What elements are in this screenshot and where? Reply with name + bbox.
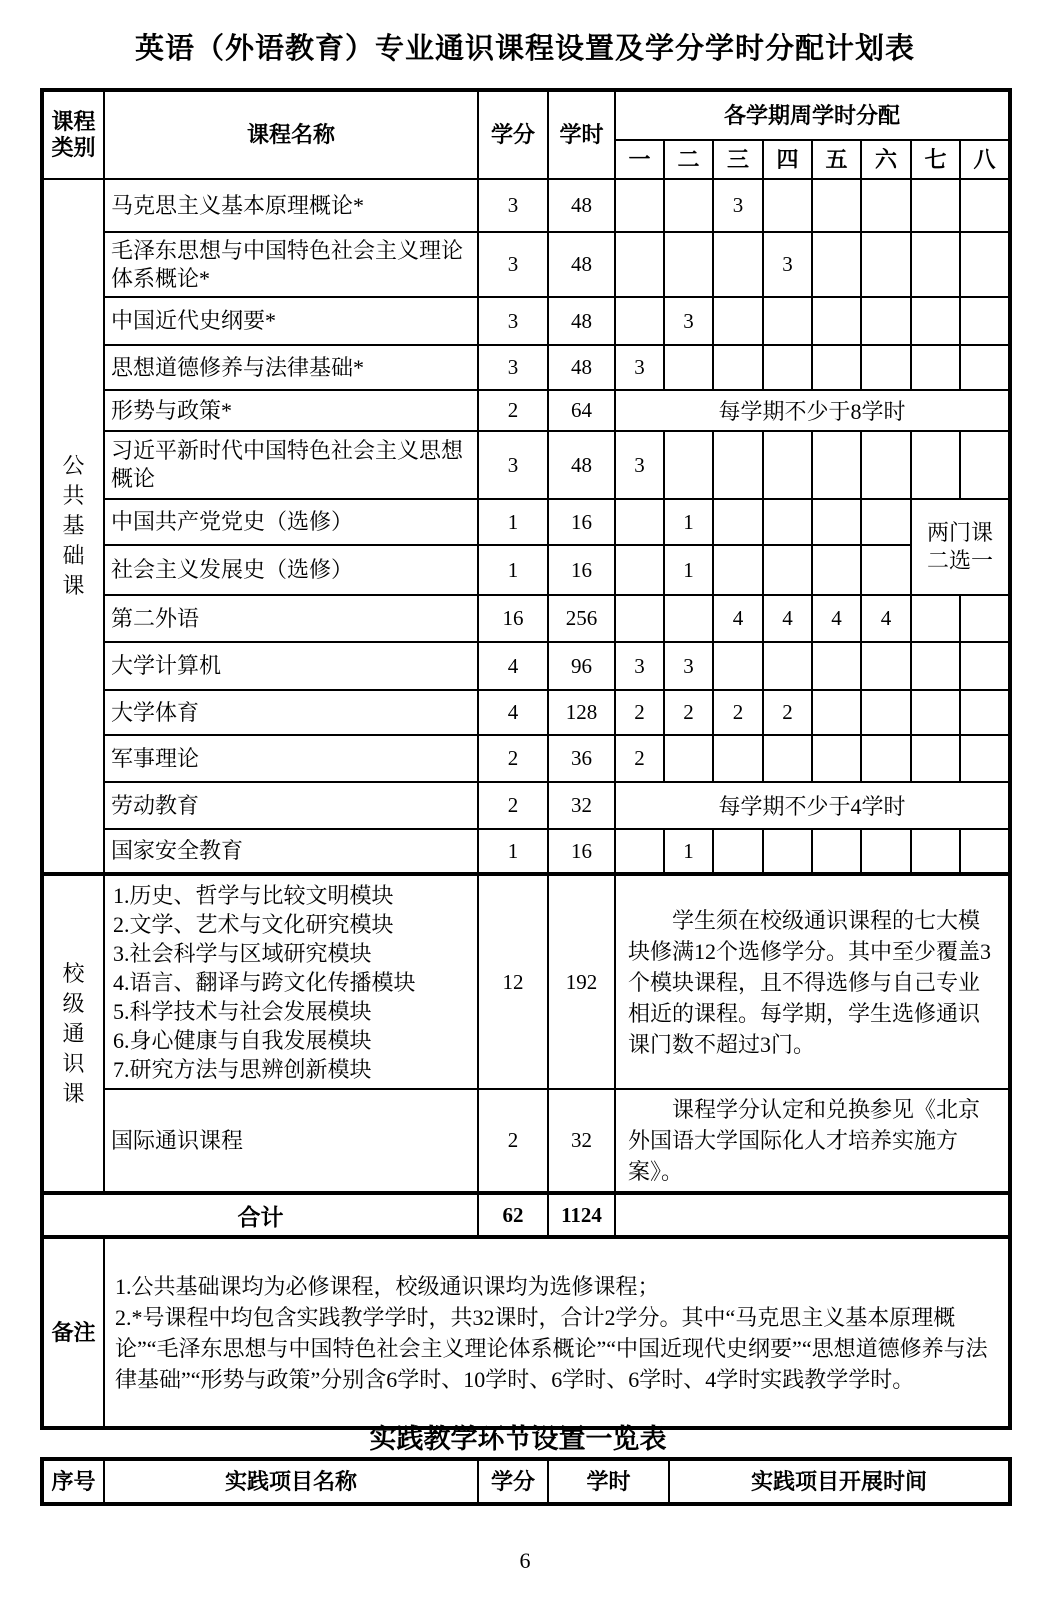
header-semester-3: 三 [713, 140, 763, 179]
sem-cell [911, 829, 960, 874]
sem-cell [960, 297, 1010, 345]
sem-cell [763, 179, 812, 232]
sem-cell [763, 431, 812, 499]
sem-cell [763, 297, 812, 345]
practice-table [40, 1457, 1012, 1506]
hours-cell: 48 [548, 179, 615, 232]
hours-cell: 32 [548, 782, 615, 829]
sem-cell: 4 [763, 595, 812, 642]
credits-cell: 3 [478, 431, 548, 499]
sem-cell [763, 345, 812, 390]
sem-cell: 3 [664, 642, 713, 690]
header-semester-8: 八 [960, 140, 1010, 179]
sem-cell [960, 595, 1010, 642]
sem-cell [615, 232, 664, 297]
course-name-cell: 形势与政策* [104, 390, 478, 431]
total-row [42, 1193, 1010, 1237]
header-course-name: 课程名称 [104, 90, 478, 179]
header-practice-time: 实践项目开展时间 [669, 1459, 1010, 1504]
practice-table-title: 实践教学环节设置一览表 [369, 1424, 667, 1454]
course-row [42, 297, 1010, 345]
sem-cell [911, 345, 960, 390]
course-name-cell: 社会主义发展史（选修） [104, 545, 478, 595]
sem-cell [763, 545, 812, 595]
sem-cell [911, 735, 960, 782]
hours-cell: 192 [548, 874, 615, 1089]
hours-cell: 128 [548, 690, 615, 735]
sem-cell [664, 595, 713, 642]
modules-list-cell: 1.历史、哲学与比较文明模块 2.文学、艺术与文化研究模块 3.社会科学与区域研究模块 4.语言、翻译与跨文化传播模块 5.科学技术与社会发展模块 6.身心健康与自我发展模块 7.研究方法与思辨创新模块 [104, 874, 478, 1089]
course-name-cell: 国家安全教育 [104, 829, 478, 874]
sem-cell [812, 179, 861, 232]
sem-cell [713, 545, 763, 595]
sem-cell [911, 431, 960, 499]
modules-note-cell: 学生须在校级通识课程的七大模块修满12个选修学分。其中至少覆盖3个模块课程，且不得选修与自己专业相近的课程。每学期，学生选修通识课门数不超过3门。 [615, 874, 1010, 1089]
header-semester-1: 一 [615, 140, 664, 179]
sem-cell [812, 232, 861, 297]
course-table [40, 88, 1012, 1430]
sem-cell [664, 431, 713, 499]
sem-cell [861, 431, 911, 499]
sem-cell [763, 735, 812, 782]
sem-cell [861, 499, 911, 545]
hours-cell: 32 [548, 1089, 615, 1193]
sem-cell: 3 [615, 431, 664, 499]
sem-cell: 3 [763, 232, 812, 297]
sem-cell [812, 545, 861, 595]
hours-cell: 96 [548, 642, 615, 690]
sem-cell [812, 345, 861, 390]
course-name-cell: 马克思主义基本原理概论* [104, 179, 478, 232]
header-category: 课程类别 [42, 90, 104, 179]
course-row [42, 390, 1010, 431]
course-row [42, 232, 1010, 297]
credits-cell: 2 [478, 390, 548, 431]
course-row [42, 1089, 1010, 1193]
course-row [42, 735, 1010, 782]
hours-cell: 64 [548, 390, 615, 431]
modules-row [42, 874, 1010, 1089]
semester-span-note: 每学期不少于8学时 [615, 390, 1010, 431]
sem-cell [812, 642, 861, 690]
sem-cell: 2 [615, 690, 664, 735]
sem-cell [960, 431, 1010, 499]
elective-choice-note: 两门课 二选一 [911, 499, 1010, 595]
sem-cell: 3 [615, 642, 664, 690]
sem-cell [615, 829, 664, 874]
practice-header-row [42, 1459, 1010, 1504]
course-row [42, 642, 1010, 690]
sem-cell [861, 297, 911, 345]
course-name-cell: 第二外语 [104, 595, 478, 642]
hours-cell: 36 [548, 735, 615, 782]
header-hours: 学时 [548, 90, 615, 179]
course-name-cell: 国际通识课程 [104, 1089, 478, 1193]
course-name-cell: 劳动教育 [104, 782, 478, 829]
credits-cell: 4 [478, 642, 548, 690]
sem-cell [664, 232, 713, 297]
sem-cell [911, 642, 960, 690]
sem-cell: 3 [615, 345, 664, 390]
semester-span-note: 每学期不少于4学时 [615, 782, 1010, 829]
course-row [42, 499, 1010, 545]
sem-cell: 4 [812, 595, 861, 642]
credits-cell: 1 [478, 829, 548, 874]
credits-cell: 4 [478, 690, 548, 735]
course-name-cell: 习近平新时代中国特色社会主义思想概论 [104, 431, 478, 499]
credits-cell: 2 [478, 735, 548, 782]
sem-cell [960, 232, 1010, 297]
sem-cell: 1 [664, 829, 713, 874]
hours-cell: 48 [548, 232, 615, 297]
hours-cell: 48 [548, 431, 615, 499]
remarks-text: 1.公共基础课均为必修课程，校级通识课均为选修课程； 2.*号课程中均包含实践教学学时，共32课时，合计2学分。其中“马克思主义基本原理概论”“毛泽东思想与中国特色社会主义理论体系概论”“中国近现代史纲要”“思想道德修养与法律基础”“形势与政策”分别含6学时、10学时、6学时、6学时、4学时实践教学学时。 [104, 1237, 1010, 1428]
header-semester-7: 七 [911, 140, 960, 179]
course-name-cell: 中国近代史纲要* [104, 297, 478, 345]
sem-cell [615, 499, 664, 545]
course-name-cell: 大学计算机 [104, 642, 478, 690]
course-row [42, 829, 1010, 874]
credits-cell: 12 [478, 874, 548, 1089]
sem-cell [713, 642, 763, 690]
sem-cell: 4 [861, 595, 911, 642]
sem-cell [911, 595, 960, 642]
credits-cell: 1 [478, 545, 548, 595]
header-credits: 学分 [478, 90, 548, 179]
sem-cell [960, 642, 1010, 690]
total-hours: 1124 [548, 1193, 615, 1237]
header-practice-credits: 学分 [478, 1459, 548, 1504]
sem-cell [812, 499, 861, 545]
sem-cell [615, 297, 664, 345]
sem-cell [911, 690, 960, 735]
course-row [42, 782, 1010, 829]
sem-cell: 4 [713, 595, 763, 642]
sem-cell [763, 642, 812, 690]
section-label-public-basic: 公共基础课 [42, 179, 104, 874]
hours-cell: 48 [548, 297, 615, 345]
header-semester-6: 六 [861, 140, 911, 179]
sem-cell [861, 545, 911, 595]
total-credits: 62 [478, 1193, 548, 1237]
sem-cell [960, 690, 1010, 735]
remarks-row [42, 1237, 1010, 1428]
sem-cell [713, 499, 763, 545]
sem-cell [812, 735, 861, 782]
course-row [42, 431, 1010, 499]
sem-cell [664, 345, 713, 390]
header-row-1 [42, 90, 1010, 140]
sem-cell: 1 [664, 499, 713, 545]
hours-cell: 256 [548, 595, 615, 642]
sem-cell: 3 [713, 179, 763, 232]
sem-cell [713, 297, 763, 345]
sem-cell [861, 345, 911, 390]
sem-cell [911, 297, 960, 345]
sem-cell [812, 829, 861, 874]
sem-cell [960, 735, 1010, 782]
sem-cell [861, 179, 911, 232]
sem-cell [861, 735, 911, 782]
sem-cell [615, 595, 664, 642]
course-row [42, 345, 1010, 390]
credits-cell: 16 [478, 595, 548, 642]
total-empty-cell [615, 1193, 1010, 1237]
sem-cell [713, 829, 763, 874]
header-semester-allocation: 各学期周学时分配 [615, 90, 1010, 140]
sem-cell: 2 [664, 690, 713, 735]
sem-cell [911, 232, 960, 297]
course-name-cell: 军事理论 [104, 735, 478, 782]
sem-cell [960, 829, 1010, 874]
page-number: 6 [519, 1548, 531, 1573]
sem-cell [812, 297, 861, 345]
hours-cell: 16 [548, 545, 615, 595]
sem-cell [861, 829, 911, 874]
hours-cell: 16 [548, 829, 615, 874]
credits-cell: 1 [478, 499, 548, 545]
sem-cell [615, 545, 664, 595]
sem-cell: 3 [664, 297, 713, 345]
section-label-general-ed: 校级通识课 [42, 874, 104, 1193]
credits-cell: 2 [478, 782, 548, 829]
sem-cell: 2 [615, 735, 664, 782]
sem-cell [960, 345, 1010, 390]
credits-cell: 3 [478, 345, 548, 390]
header-practice-hours: 学时 [548, 1459, 669, 1504]
page-title: 英语（外语教育）专业通识课程设置及学分学时分配计划表 [134, 33, 915, 65]
course-row [42, 545, 1010, 595]
sem-cell [713, 232, 763, 297]
sem-cell [812, 431, 861, 499]
sem-cell [713, 345, 763, 390]
course-name-cell: 中国共产党党史（选修） [104, 499, 478, 545]
header-seq: 序号 [42, 1459, 104, 1504]
sem-cell [763, 829, 812, 874]
sem-cell [861, 232, 911, 297]
sem-cell [713, 735, 763, 782]
sem-cell [861, 690, 911, 735]
hours-cell: 16 [548, 499, 615, 545]
header-semester-4: 四 [763, 140, 812, 179]
sem-cell [861, 642, 911, 690]
course-row [42, 179, 1010, 232]
credits-cell: 2 [478, 1089, 548, 1193]
sem-cell [713, 431, 763, 499]
sem-cell [763, 499, 812, 545]
sem-cell: 2 [763, 690, 812, 735]
course-name-cell: 大学体育 [104, 690, 478, 735]
sem-cell [615, 179, 664, 232]
total-label: 合计 [42, 1193, 478, 1237]
remarks-label: 备注 [42, 1237, 104, 1428]
sem-cell [664, 179, 713, 232]
sem-cell [960, 179, 1010, 232]
course-name-cell: 毛泽东思想与中国特色社会主义理论体系概论* [104, 232, 478, 297]
sem-cell [664, 735, 713, 782]
course-row [42, 690, 1010, 735]
sem-cell: 2 [713, 690, 763, 735]
credits-cell: 3 [478, 232, 548, 297]
credits-cell: 3 [478, 297, 548, 345]
header-practice-name: 实践项目名称 [104, 1459, 478, 1504]
hours-cell: 48 [548, 345, 615, 390]
intl-note-cell: 课程学分认定和兑换参见《北京外国语大学国际化人才培养实施方案》。 [615, 1089, 1010, 1193]
header-semester-5: 五 [812, 140, 861, 179]
sem-cell [911, 179, 960, 232]
credits-cell: 3 [478, 179, 548, 232]
course-row [42, 595, 1010, 642]
sem-cell: 1 [664, 545, 713, 595]
course-name-cell: 思想道德修养与法律基础* [104, 345, 478, 390]
header-semester-2: 二 [664, 140, 713, 179]
sem-cell [812, 690, 861, 735]
